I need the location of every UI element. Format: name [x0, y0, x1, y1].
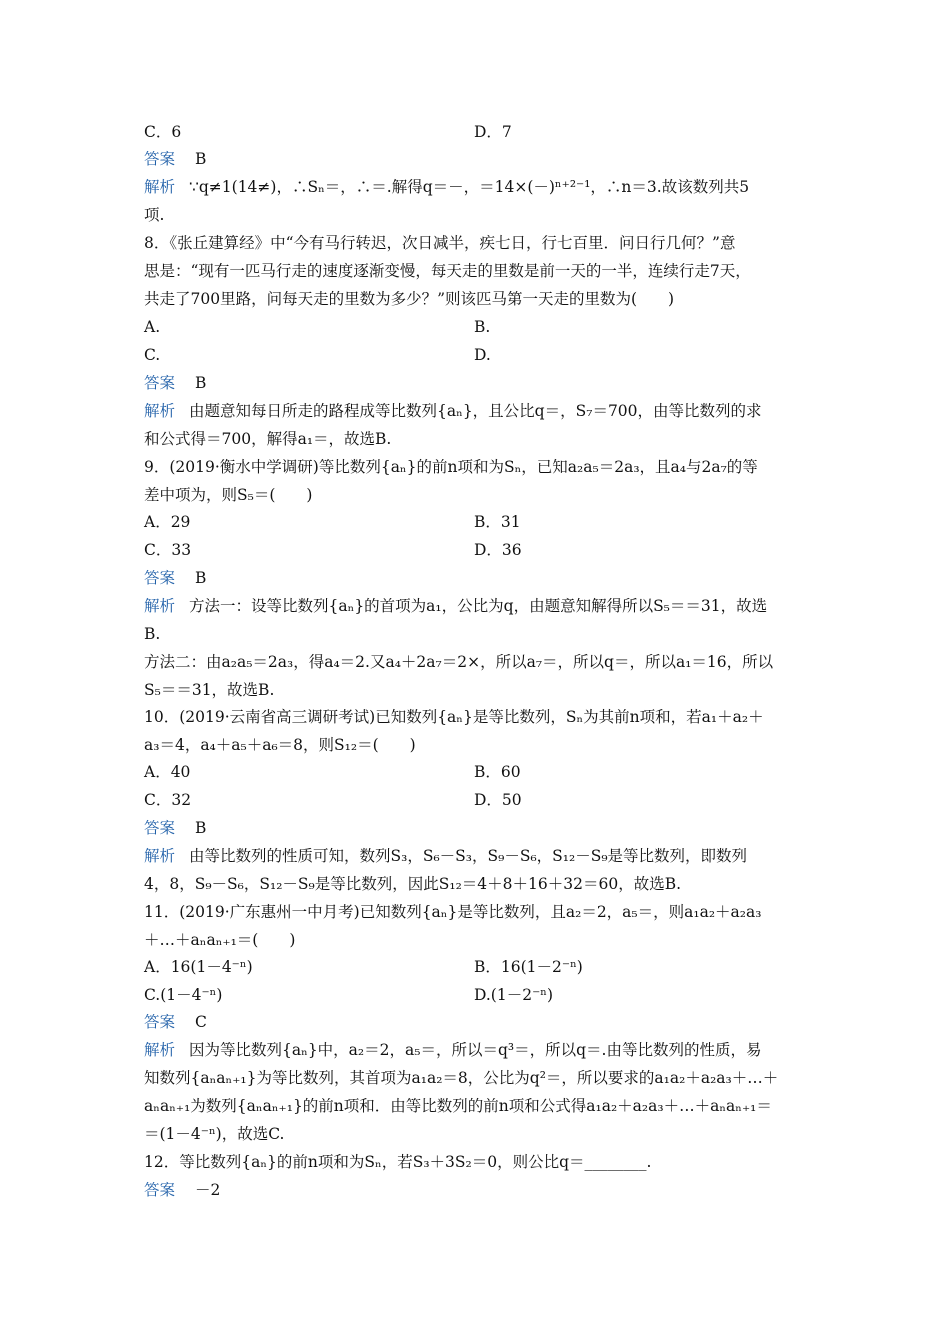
q11-analysis-1: 因为等比数列{aₙ}中，a₂＝2，a₅＝，所以＝q³＝，所以q＝.由等比数列的性质，易	[189, 1041, 762, 1059]
q10-analysis-line-2: 4，8，S₉－S₆，S₁₂－S₉是等比数列，因此S₁₂＝4＋8＋16＋32＝60，故选B.	[144, 875, 682, 893]
q9-option-a: A．29	[144, 513, 191, 531]
analysis-tag: 解析	[144, 1041, 176, 1059]
q11-analysis-line-2: 知数列{aₙaₙ₊₁}为等比数列，其首项为a₁a₂＝8，公比为q²＝，所以要求的a₁a₂＋a₂a₃＋…＋	[144, 1069, 779, 1087]
q9-stem-1: 9．(2019·衡水中学调研)等比数列{aₙ}的前n项和为Sₙ，已知a₂a₅＝2a₃，且a₄与2a₇的等	[144, 458, 758, 476]
answer-tag: 答案	[144, 1181, 176, 1199]
q11-analysis-line-3: aₙaₙ₊₁为数列{aₙaₙ₊₁}的前n项和．由等比数列的前n项和公式得a₁a₂＋a₂a₃＋…＋aₙaₙ₊₁＝	[144, 1097, 772, 1115]
q9-answer: B	[195, 569, 207, 587]
q11-option-b: B．16(1－2⁻ⁿ)	[474, 958, 583, 976]
q10-analysis-1: 由等比数列的性质可知，数列S₃，S₆－S₃，S₉－S₆，S₁₂－S₉是等比数列，即数列	[189, 847, 748, 865]
analysis-tag: 解析	[144, 178, 176, 196]
q12-stem-1: 12．等比数列{aₙ}的前n项和为Sₙ，若S₃＋3S₂＝0，则公比q＝________.	[144, 1153, 652, 1171]
q7-answer-line	[144, 148, 814, 170]
answer-tag: 答案	[144, 819, 176, 837]
q7-option-c: C．6	[144, 123, 182, 141]
q10-stem-2: a₃＝4，a₄＋a₅＋a₆＝8，则S₁₂＝( )	[144, 736, 416, 754]
q11-analysis-line-1	[144, 1039, 814, 1061]
q12-answer-line	[144, 1179, 814, 1201]
q10-option-c: C．32	[144, 791, 192, 809]
q8-stem-3: 共走了700里路，问每天走的里数为多少？”则该匹马第一天走的里数为( )	[144, 290, 675, 308]
q9-analysis-line-1	[144, 595, 814, 617]
q7-answer: B	[195, 150, 207, 168]
analysis-tag: 解析	[144, 597, 176, 615]
q10-answer-line	[144, 817, 814, 839]
q10-option-d: D．50	[474, 791, 522, 809]
q9-analysis-1: 方法一：设等比数列{aₙ}的首项为a₁，公比为q，由题意知解得所以S₅＝＝31，故选	[189, 597, 768, 615]
answer-tag: 答案	[144, 374, 176, 392]
q11-option-d: D.(1－2⁻ⁿ)	[474, 986, 554, 1004]
q8-stem-1: 8．《张丘建算经》中“今有马行转迟，次日减半，疾七日，行七百里．问日行几何？”意	[144, 234, 736, 252]
q10-option-a: A．40	[144, 763, 191, 781]
q8-option-c: C.	[144, 346, 161, 364]
q9-analysis-line-3: 方法二：由a₂a₅＝2a₃，得a₄＝2.又a₄＋2a₇＝2×，所以a₇＝，所以q＝，所以a₁＝16，所以	[144, 653, 774, 671]
q7-analysis-1: ∵q≠1(14≠)，∴Sₙ＝，∴＝.解得q＝－，＝14×(－)ⁿ⁺²⁻¹，∴n＝3.故该数列共5	[189, 178, 750, 196]
q9-answer-line	[144, 567, 814, 589]
q11-answer: C	[195, 1013, 207, 1031]
q12-answer: －2	[195, 1181, 221, 1199]
q8-answer-line	[144, 372, 814, 394]
q9-analysis-line-4: S₅＝＝31，故选B.	[144, 681, 275, 699]
q9-analysis-line-2: B.	[144, 625, 161, 643]
answer-tag: 答案	[144, 150, 176, 168]
q8-analysis-line-1	[144, 400, 814, 422]
q10-analysis-line-1	[144, 845, 814, 867]
q7-analysis-line-1	[144, 176, 814, 198]
q8-option-b: B.	[474, 318, 491, 336]
q11-option-c: C.(1－4⁻ⁿ)	[144, 986, 223, 1004]
answer-tag: 答案	[144, 569, 176, 587]
answer-tag: 答案	[144, 1013, 176, 1031]
q11-stem-1: 11．(2019·广东惠州一中月考)已知数列{aₙ}是等比数列，且a₂＝2，a₅＝，则a₁a₂＋a₂a₃	[144, 903, 762, 921]
q10-stem-1: 10．(2019·云南省高三调研考试)已知数列{aₙ}是等比数列，Sₙ为其前n项和，若a₁＋a₂＋	[144, 708, 764, 726]
q8-stem-2: 思是：“现有一匹马行走的速度逐渐变慢，每天走的里数是前一天的一半，连续行走7天，	[144, 262, 751, 280]
q9-option-b: B．31	[474, 513, 521, 531]
analysis-tag: 解析	[144, 402, 176, 420]
q11-option-a: A．16(1－4⁻ⁿ)	[144, 958, 253, 976]
q9-option-c: C．33	[144, 541, 192, 559]
q10-answer: B	[195, 819, 207, 837]
q8-answer: B	[195, 374, 207, 392]
q8-option-d: D.	[474, 346, 491, 364]
q8-option-a: A.	[144, 318, 161, 336]
q9-option-d: D．36	[474, 541, 522, 559]
q8-analysis-1: 由题意知每日所走的路程成等比数列{aₙ}，且公比q＝，S₇＝700，由等比数列的求	[189, 402, 762, 420]
analysis-tag: 解析	[144, 847, 176, 865]
q7-option-d: D．7	[474, 123, 512, 141]
q11-analysis-line-4: ＝(1－4⁻ⁿ)，故选C.	[144, 1125, 285, 1143]
q11-stem-2: ＋…＋aₙaₙ₊₁＝( )	[144, 931, 296, 949]
q7-analysis-line-2: 项.	[144, 206, 165, 224]
q10-option-b: B．60	[474, 763, 521, 781]
q9-stem-2: 差中项为，则S₅＝( )	[144, 486, 313, 504]
q11-answer-line	[144, 1011, 814, 1033]
q8-analysis-line-2: 和公式得＝700，解得a₁＝，故选B.	[144, 430, 392, 448]
